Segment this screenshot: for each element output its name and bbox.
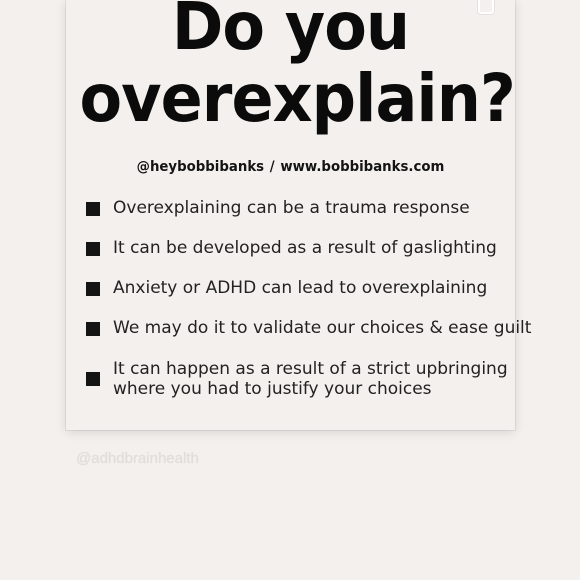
list-item-text-continued: where you had to justify your choices bbox=[113, 379, 432, 399]
instagram-handle: @heybobbibanks bbox=[136, 159, 265, 175]
square-bullet-icon bbox=[86, 322, 100, 336]
author-handles bbox=[77, 159, 504, 175]
list-item-text: It can happen as a result of a strict upbringing bbox=[113, 359, 508, 379]
square-bullet-icon bbox=[86, 242, 100, 256]
title-line-2: overexplain? bbox=[79, 60, 515, 137]
watermark: @adhdbrainhealth bbox=[76, 450, 199, 467]
list-item-text: It can be developed as a result of gaslighting bbox=[113, 238, 497, 258]
title-line-1: Do you bbox=[171, 0, 410, 65]
list-item-text: We may do it to validate our choices & ease guilt bbox=[113, 318, 532, 338]
handle-separator: / bbox=[269, 159, 275, 175]
square-bullet-icon bbox=[86, 372, 100, 386]
square-bullet-icon bbox=[86, 282, 100, 296]
square-bullet-icon bbox=[86, 202, 100, 216]
list-item-text: Overexplaining can be a trauma response bbox=[113, 198, 470, 218]
list-item-text: Anxiety or ADHD can lead to overexplaining bbox=[113, 278, 488, 298]
website-link: www.bobbibanks.com bbox=[280, 159, 445, 175]
